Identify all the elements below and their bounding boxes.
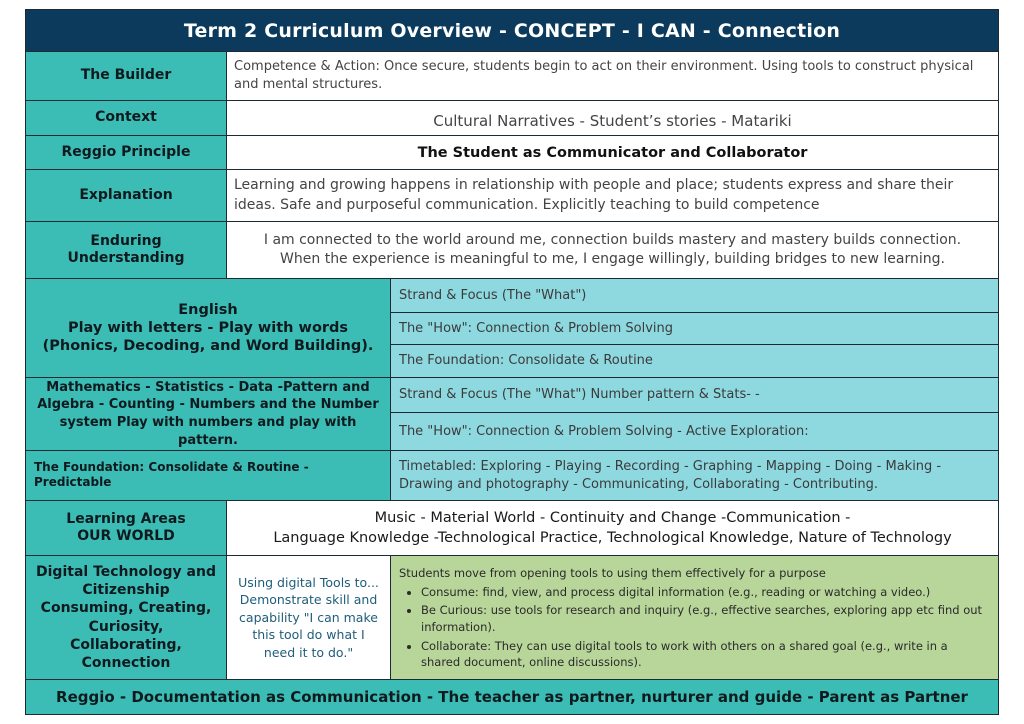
- digital-bullet-collaborate: • Collaborate: They can use digital tools to work with others on a shared goal (e.g., write in a shared document, online discussions).: [421, 638, 990, 671]
- maths-line-2: Algebra - Counting - Numbers and the Number: [37, 397, 379, 413]
- learning-areas-subtitle: OUR WORLD: [77, 528, 175, 544]
- digital-line-3: Consuming, Creating,: [40, 600, 212, 617]
- english-foundation: The Foundation: Consolidate & Routine: [390, 344, 999, 378]
- foundation-text: Timetabled: Exploring - Playing - Recording - Graphing - Mapping - Doing - Making - Drawing and photography - Communicating, Collaborating - Contributing.: [390, 450, 999, 501]
- maths-label: [25, 377, 391, 451]
- enduring-understanding-label: Enduring Understanding: [25, 221, 227, 279]
- digital-middle-line-2: Demonstrate skill and: [239, 592, 378, 608]
- english-label: [25, 278, 391, 378]
- maths-strand-focus: Strand & Focus (The "What") Number pattern & Stats- -: [390, 377, 999, 413]
- english-detail: (Phonics, Decoding, and Word Building).: [42, 338, 374, 355]
- english-strand-focus: Strand & Focus (The "What"): [390, 278, 999, 313]
- explanation-label: Explanation: [25, 169, 227, 222]
- context-label: Context: [25, 100, 227, 136]
- digital-middle-line-3: capability "I can make: [239, 609, 378, 625]
- enduring-line-2: When the experience is meaningful to me, I engage willingly, building bridges to new learning.: [280, 251, 945, 267]
- learning-areas-text: [226, 500, 999, 556]
- builder-text: Competence & Action: Once secure, students begin to act on their environment. Using tools to construct physical and mental structures.: [226, 51, 999, 101]
- learning-areas-line-2: Language Knowledge -Technological Practice, Technological Knowledge, Nature of Technology: [273, 530, 952, 546]
- page-title: Term 2 Curriculum Overview - CONCEPT - I CAN - Connection: [25, 9, 999, 52]
- reggio-principle-label: Reggio Principle: [25, 135, 227, 170]
- maths-how: The "How": Connection & Problem Solving - Active Exploration:: [390, 412, 999, 451]
- english-how: The "How": Connection & Problem Solving: [390, 312, 999, 345]
- english-subtitle: Play with letters - Play with words: [67, 319, 349, 336]
- maths-line-1: Mathematics - Statistics - Data -Pattern and: [46, 379, 370, 395]
- digital-middle-line-4: this tool do what I: [252, 627, 365, 643]
- learning-areas-line-1: Music - Material World - Continuity and Change -Communication -: [374, 510, 851, 526]
- digital-detail-panel: [390, 555, 999, 680]
- context-text: Cultural Narratives - Student’s stories - Matariki: [226, 100, 999, 136]
- footer-banner: Reggio - Documentation as Communication - The teacher as partner, nurturer and guide - Parent as Partner: [25, 679, 999, 715]
- digital-line-4: Curiosity, Collaborating,: [70, 618, 182, 653]
- digital-line-5: Connection: [81, 654, 171, 671]
- digital-line-1: Digital Technology and: [36, 563, 216, 580]
- digital-bullet-curious: • Be Curious: use tools for research and inquiry (e.g., effective searches, exploring app etc find out information).: [421, 602, 990, 635]
- digital-bullet-consume: • Consume: find, view, and process digital information (e.g., reading or watching a video.): [421, 584, 990, 601]
- digital-middle-line-1: Using digital Tools to...: [238, 574, 379, 590]
- builder-label: The Builder: [25, 51, 227, 101]
- maths-line-3: system Play with numbers and play with pattern.: [59, 415, 357, 448]
- explanation-text: Learning and growing happens in relationship with people and place; students express and share their ideas. Safe and purposeful communication. Explicitly teaching to build competence: [226, 169, 999, 222]
- enduring-line-1: I am connected to the world around me, connection builds mastery and mastery builds connection.: [263, 232, 962, 249]
- english-title: English: [178, 301, 238, 318]
- foundation-label: The Foundation: Consolidate & Routine - Predictable: [25, 450, 391, 501]
- digital-intro: Students move from opening tools to using them effectively for a purpose: [399, 566, 826, 580]
- digital-bullet-list: [399, 584, 990, 671]
- learning-areas-title: Learning Areas: [66, 510, 186, 527]
- enduring-understanding-text: [226, 221, 999, 279]
- digital-middle-text: [226, 555, 391, 680]
- reggio-principle-text: The Student as Communicator and Collaborator: [226, 135, 999, 170]
- learning-areas-label: [25, 500, 227, 556]
- digital-label: [25, 555, 227, 680]
- digital-line-2: Citizenship: [82, 582, 170, 599]
- digital-middle-line-5: need it to do.": [263, 644, 354, 660]
